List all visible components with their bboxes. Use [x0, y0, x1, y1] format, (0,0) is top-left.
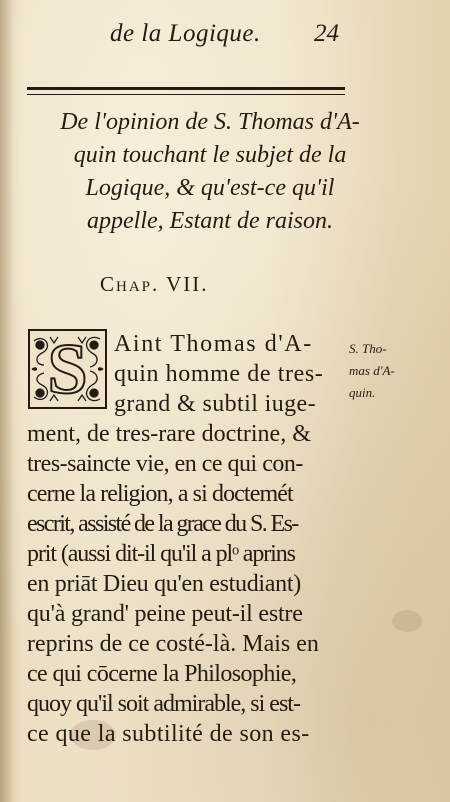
chapter-label: Chap. VII.	[100, 272, 209, 296]
heading-line: De l'opinion de S. Thomas d'A-	[60, 109, 360, 135]
marginal-note-line: S. Tho-	[349, 341, 387, 356]
marginal-note-line: quin.	[349, 385, 376, 400]
header-rule-thick	[27, 87, 345, 90]
body-line: ce qui cōcerne la Philosophie,	[27, 661, 297, 687]
body-line: quin homme de tres-	[114, 361, 324, 387]
body-line: ce que la subtilité de son es-	[27, 721, 310, 747]
body-line: grand & subtil iuge-	[114, 391, 316, 417]
marginal-note	[349, 338, 395, 404]
body-line: ment, de tres-rare doctrine, &	[27, 421, 311, 447]
heading-line: Logique, & qu'est-ce qu'il	[85, 175, 335, 201]
paper-stain	[392, 610, 422, 632]
heading-line: quin touchant le subjet de la	[73, 142, 347, 168]
page-gutter-shadow	[0, 0, 14, 802]
body-line: escrit, assisté de la grace du S. Es-	[27, 511, 298, 537]
decorated-initial	[28, 329, 107, 409]
body-line: reprins de ce costé-là. Mais en	[27, 631, 319, 657]
body-line: prit (aussi dit-il qu'il a plᵒ aprins	[27, 541, 295, 567]
body-line: quoy qu'il soit admirable, si est-	[27, 691, 300, 717]
section-heading	[60, 106, 360, 238]
body-line: en priāt Dieu qu'en estudiant)	[27, 571, 301, 597]
header-rule-thin	[27, 94, 345, 95]
page-number: 24	[314, 20, 339, 47]
body-line: qu'à grand' peine peut-il estre	[27, 601, 303, 627]
heading-line: appelle, Estant de raison.	[87, 208, 333, 234]
initial-letter: S	[47, 329, 88, 409]
body-line: cerne la religion, a si doctemét	[27, 481, 293, 507]
body-line-first: Aint Thomas d'A-	[114, 331, 313, 357]
body-line: tres-saincte vie, en ce qui con-	[27, 451, 303, 477]
marginal-note-line: mas d'A-	[349, 363, 395, 378]
running-head-title: de la Logique.	[110, 20, 261, 47]
